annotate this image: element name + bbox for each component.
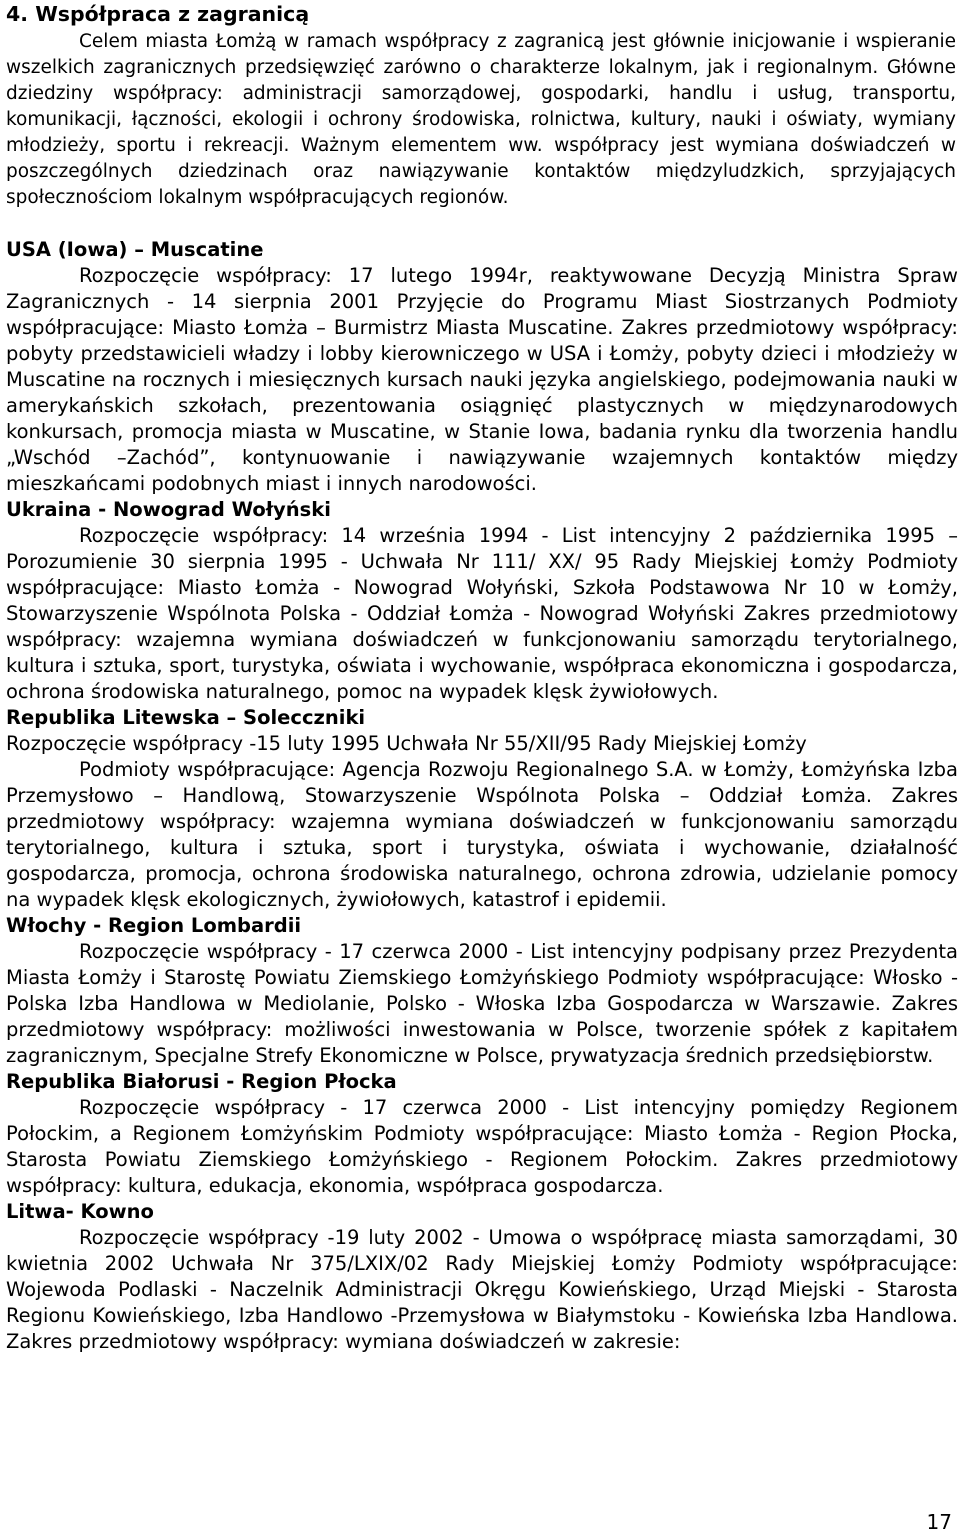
partner-title-litwa-solecczniki: Republika Litewska – Solecczniki: [6, 706, 366, 729]
partnership-list: [6, 237, 958, 1355]
partner-title-wlochy: Włochy - Region Lombardii: [6, 914, 302, 937]
partner-body-ukraina: Rozpoczęcie współpracy: 14 września 1994 - List intencyjny 2 października 1995 – Porozumienie 30 sierpnia 1995 - Uchwała Nr 111/ XX/ 95 Rady Miejskiej Łomży Podmioty współpracujące: Miasto Łomża - Nowograd Wołyński, Szkoła Podstawowa Nr 10 w Łomży, Stowarzyszenie Wspólnota Polska - Oddział Łomża - Nowograd Wołyński Zakres przedmiotowy współpracy: wzajemna wymiana doświadczeń w funkcjonowaniu samorządu terytorialnego, kultura i sztuka, sport, turystyka, oświata i wychowanie, współpraca ekonomiczna i gospodarcza, ochrona środowiska naturalnego, pomoc na wypadek klęsk żywiołowych.: [6, 524, 958, 703]
partner-body-kowno: Rozpoczęcie współpracy -19 luty 2002 - Umowa o współpracę miasta samorządami, 30 kwietnia 2002 Uchwała Nr 375/LXIX/02 Rady Miejskiej Łomży Podmioty współpracujące: Wojewoda Podlaski - Naczelnik Administracji Okręgu Kowieńskiego, Urząd Miejski - Starosta Regionu Kowieńskiego, Izba Handlowo -Przemysłowa w Białymstoku - Kowieńska Izba Handlowa. Zakres przedmiotowy współpracy: wymiana doświadczeń w zakresie:: [6, 1226, 958, 1353]
partner-body-usa: Rozpoczęcie współpracy: 17 lutego 1994r, reaktywowane Decyzją Ministra Spraw Zagranicznych - 14 sierpnia 2001 Przyjęcie do Programu Miast Siostrzanych Podmioty współpracujące: Miasto Łomża – Burmistrz Miasta Muscatine. Zakres przedmiotowy współpracy: pobyty przedstawicieli władzy i lobby kierowniczego w USA i Łomży, pobyty dzieci i młodzieży w Muscatine na rocznych i miesięcznych kursach nauki języka angielskiego, podejmowania nauki w amerykańskich szkołach, prezentowania osiągnięć plastycznych w międzynarodowych konkursach, promocja miasta w Muscatine, w Stanie Iowa, badania rynku dla tworzenia handlu „Wschód –Zachód”, kontynuowanie i nawiązywanie wzajemnych kontaktów między mieszkańcami podobnych miast i innych narodowości.: [6, 264, 958, 495]
intro-paragraph: Celem miasta Łomżą w ramach współpracy z zagranicą jest głównie inicjowanie i wspieranie wszelkich zagranicznych przedsięwzięć zarówno o charakterze lokalnym, jak i regionalnym. Główne dziedziny współpracy: administracji samorządowej, gospodarki, handlu i usług, transportu, komunikacji, łączności, ekologii i ochrony środowiska, rolnictwa, kultury, nauki i oświaty, wymiany młodzieży, sportu i rekreacji. Ważnym elementem ww. współpracy jest wymiana doświadczeń w poszczególnych dziedzinach oraz nawiązywanie kontaktów międzyludzkich, sprzyjających społecznościom lokalnym współpracujących regionów.: [6, 31, 956, 208]
section-heading: 4. Współpraca z zagranicą: [6, 2, 310, 26]
page-number: 17: [926, 1510, 952, 1534]
partner-body-litwa-solecczniki-start: Rozpoczęcie współpracy -15 luty 1995 Uchwała Nr 55/XII/95 Rady Miejskiej Łomży: [6, 732, 807, 755]
partner-title-ukraina: Ukraina - Nowograd Wołyński: [6, 498, 331, 521]
partner-title-bialorus: Republika Białorusi - Region Płocka: [6, 1070, 397, 1093]
partner-body-wlochy: Rozpoczęcie współpracy - 17 czerwca 2000 - List intencyjny podpisany przez Prezydenta Miasta Łomży i Starostę Powiatu Ziemskiego Łomżyńskiego Podmioty współpracujące: Włosko - Polska Izba Handlowa w Mediolanie, Polsko - Włoska Izba Gospodarcza w Warszawie. Zakres przedmiotowy współpracy: możliwości inwestowania w Polsce, tworzenie spółek z kapitałem zagranicznym, Specjalne Strefy Ekonomiczne w Polsce, prywatyzacja średnich przedsiębiorstw.: [6, 940, 958, 1067]
partner-body-litwa-solecczniki: Podmioty współpracujące: Agencja Rozwoju Regionalnego S.A. w Łomży, Łomżyńska Izba Przemysłowo – Handlową, Stowarzyszenie Wspólnota Polska – Oddział Łomża. Zakres przedmiotowy współpracy: wzajemna wymiana doświadczeń w funkcjonowaniu samorządu terytorialnego, kultura i sztuka, sport i turystyka, oświata i wychowanie, działalność gospodarcza, promocja, ochrona środowiska naturalnego, ochrona zdrowia, udzielanie pomocy na wypadek klęsk ekologicznych, żywiołowych, katastrof i epidemii.: [6, 758, 958, 911]
partner-title-kowno: Litwa- Kowno: [6, 1200, 154, 1223]
partner-title-usa: USA (Iowa) – Muscatine: [6, 238, 264, 261]
partner-body-bialorus: Rozpoczęcie współpracy - 17 czerwca 2000 - List intencyjny pomiędzy Regionem Połockim, a Regionem Łomżyńskim Podmioty współpracujące: Miasto Łomża - Region Płocka, Starosta Powiatu Ziemskiego Łomżyńskiego - Regionem Połockim. Zakres przedmiotowy współpracy: kultura, edukacja, ekonomia, współpraca gospodarcza.: [6, 1096, 958, 1197]
